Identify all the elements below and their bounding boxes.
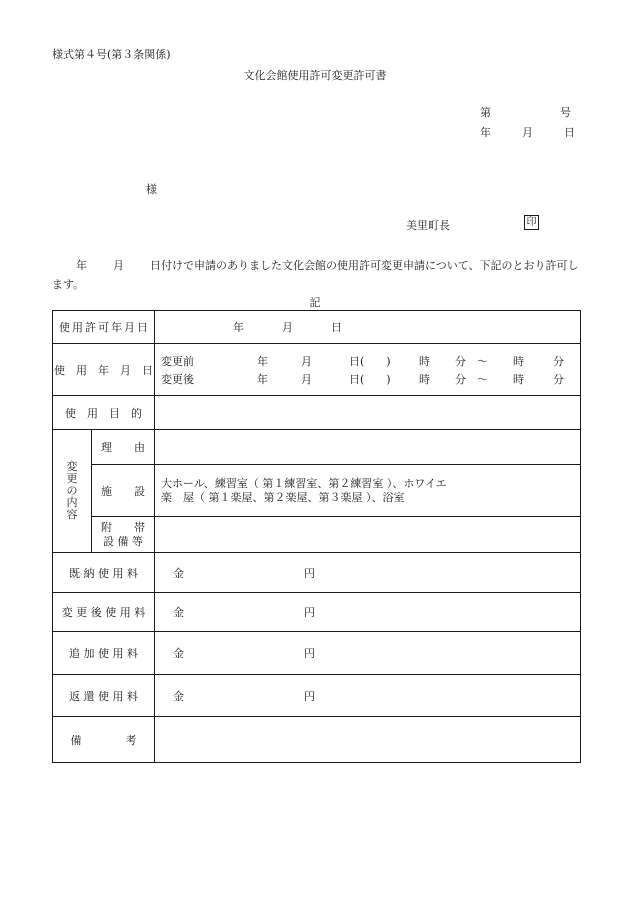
addressee-suffix: 様: [146, 183, 157, 196]
row-refund-fee: [53, 675, 581, 717]
row-purpose: [53, 396, 581, 430]
remarks-label: 備 考: [53, 717, 155, 763]
seal-mark: 印: [524, 215, 539, 230]
row-facility: [53, 465, 581, 517]
reason-value: [155, 430, 581, 465]
purpose-label: 使 用 目 的: [53, 396, 155, 430]
form-label: 様式第４号(第３条関係): [52, 48, 171, 61]
row-remarks: [53, 717, 581, 763]
changed-fee-label: 変 更 後 使 用 料: [53, 593, 155, 632]
number-prefix: 第: [480, 106, 491, 119]
document-date: [480, 124, 575, 140]
row-reason: [53, 430, 581, 465]
document-title: 文化会館使用許可変更許可書: [243, 69, 387, 82]
refund-fee-value: 金 円: [155, 675, 581, 717]
paid-fee-label: 既 納 使 用 料: [53, 553, 155, 593]
body-year: 年: [76, 259, 87, 272]
facility-value: [155, 465, 581, 517]
changed-fee-value: 金 円: [155, 593, 581, 632]
equipment-label: 附 帯 設 備 等: [92, 517, 155, 553]
number-suffix: 号: [560, 106, 571, 119]
additional-fee-label: 追 加 使 用 料: [53, 632, 155, 675]
permit-date-value: 年 月 日: [155, 311, 581, 344]
purpose-value: [155, 396, 581, 430]
reason-label: 理 由: [92, 430, 155, 465]
date-day: 日: [564, 126, 575, 139]
row-usage-date: [53, 344, 581, 396]
document-number: [480, 104, 571, 120]
facility-line-1: 大ホール、練習室（ 第１練習室、第２練習室 ）、ホワイエ: [161, 476, 447, 490]
permit-table: [52, 310, 581, 763]
change-contents-label: 変 更 の 内 容: [53, 430, 92, 553]
paid-fee-value: 金 円: [155, 553, 581, 593]
facility-line-2: 楽 屋（ 第１楽屋、第２楽屋、第３楽屋 ）、浴室: [161, 490, 405, 504]
issuer-name: 美里町長: [406, 219, 450, 232]
row-additional-fee: [53, 632, 581, 675]
usage-after-line: 変更後 年 月 日( ) 時 分 ～ 時 分: [161, 372, 564, 386]
row-changed-fee: [53, 593, 581, 632]
row-paid-fee: [53, 553, 581, 593]
body-month: 月: [113, 259, 124, 272]
date-year: 年: [480, 126, 491, 139]
refund-fee-label: 返 還 使 用 料: [53, 675, 155, 717]
usage-date-value: [155, 344, 581, 396]
additional-fee-value: 金 円: [155, 632, 581, 675]
date-month: 月: [522, 126, 533, 139]
ki-heading: 記: [309, 296, 321, 309]
usage-before-line: 変更前 年 月 日( ) 時 分 ～ 時 分: [161, 354, 564, 368]
remarks-value: [155, 717, 581, 763]
facility-label: 施 設: [92, 465, 155, 517]
row-permit-date: [53, 311, 581, 344]
permit-date-label: 使用許可年月日: [53, 311, 155, 344]
usage-date-label: 使 用 年 月 日: [53, 344, 155, 396]
row-equipment: [53, 517, 581, 553]
body-sentence: 日付けで申請のありました文化会館の使用許可変更申請について、下記のとおり許可します。: [52, 259, 579, 291]
body-text: [52, 256, 580, 294]
equipment-value: [155, 517, 581, 553]
